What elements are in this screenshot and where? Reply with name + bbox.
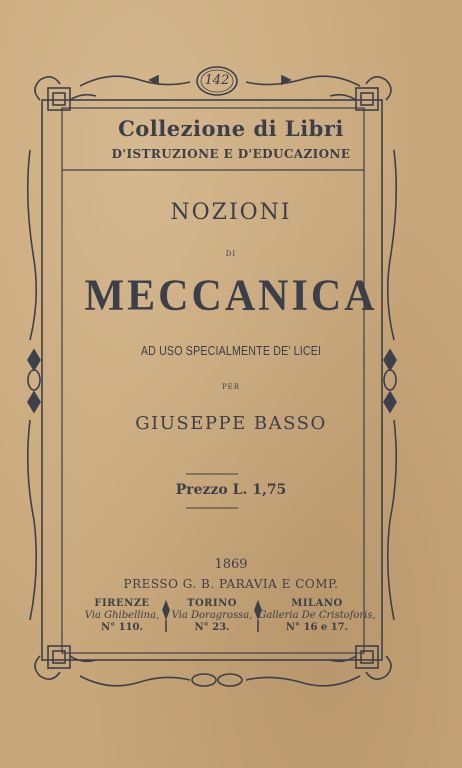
city-name: TORINO (187, 598, 237, 609)
city-number: N° 110. (101, 622, 143, 633)
publication-year: 1869 (214, 557, 248, 572)
city-number: N° 16 e 17. (285, 622, 349, 633)
connector-di: DI (225, 250, 237, 258)
collection-title: Collezione di Libri (118, 116, 344, 141)
connector-per: PER (221, 383, 241, 391)
collection-subtitle: D'ISTRUZIONE E D'EDUCAZIONE (111, 147, 351, 161)
city-milano (252, 598, 382, 633)
publisher-name: PRESSO G. B. PARAVIA E COMP. (123, 577, 339, 591)
city-name: MILANO (291, 598, 343, 609)
author-name: GIUSEPPE BASSO (135, 413, 327, 434)
city-name: FIRENZE (94, 598, 150, 609)
city-address: Galleria De Cristoforis, (258, 610, 376, 621)
book-subtitle: AD USO SPECIALMENTE DE' LICEI (140, 343, 322, 358)
city-address: Via Doragrossa, (171, 610, 253, 621)
series-number: 142 (204, 73, 230, 88)
city-number: N° 23. (194, 622, 230, 633)
main-title: MECCANICA (84, 271, 378, 321)
city-address: Via Ghibellina, (84, 610, 160, 621)
title-line1: NOZIONI (170, 200, 292, 225)
price-label: Prezzo L. 1,75 (175, 482, 287, 498)
